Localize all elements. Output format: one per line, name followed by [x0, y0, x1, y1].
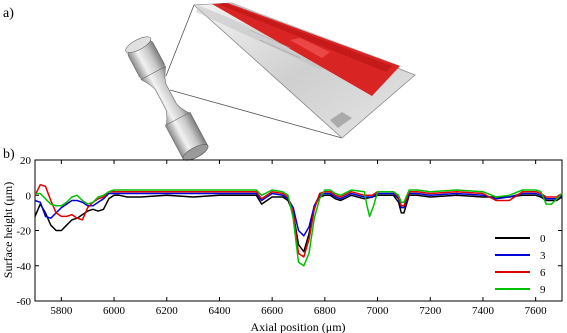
y-tick-label: 0 — [25, 190, 31, 203]
panel-a-label: a) — [3, 6, 14, 21]
x-tick-label: 7000 — [366, 305, 389, 317]
x-tick-label: 6200 — [155, 305, 178, 317]
x-tick-label: 6600 — [261, 305, 284, 317]
legend — [495, 233, 546, 296]
x-tick-label: 6800 — [313, 305, 336, 317]
data-lines — [35, 185, 562, 266]
x-tick-label: 7400 — [471, 305, 494, 317]
specimen-illustration — [124, 3, 415, 163]
x-tick-label: 7600 — [524, 305, 547, 317]
surface-height-chart — [1, 155, 562, 333]
legend-label-0: 0 — [540, 233, 546, 245]
series-line-3 — [35, 194, 562, 236]
x-tick-label: 5800 — [50, 305, 73, 317]
x-axis-title: Axial position (μm) — [250, 320, 346, 333]
x-tick-label: 6400 — [208, 305, 231, 317]
y-tick-label: 20 — [20, 155, 31, 167]
tick-labels — [16, 155, 547, 317]
legend-label-6: 6 — [540, 267, 546, 279]
y-tick-label: -60 — [16, 296, 31, 308]
panel-b-label: b) — [3, 147, 15, 162]
series-line-0 — [35, 195, 562, 251]
y-tick-label: -40 — [16, 260, 31, 273]
legend-label-3: 3 — [540, 250, 546, 262]
x-tick-label: 7200 — [419, 305, 442, 317]
legend-label-9: 9 — [540, 284, 546, 296]
x-tick-label: 6000 — [103, 305, 126, 317]
y-tick-label: -20 — [16, 225, 31, 238]
y-axis-title: Surface height (μm) — [1, 181, 15, 279]
